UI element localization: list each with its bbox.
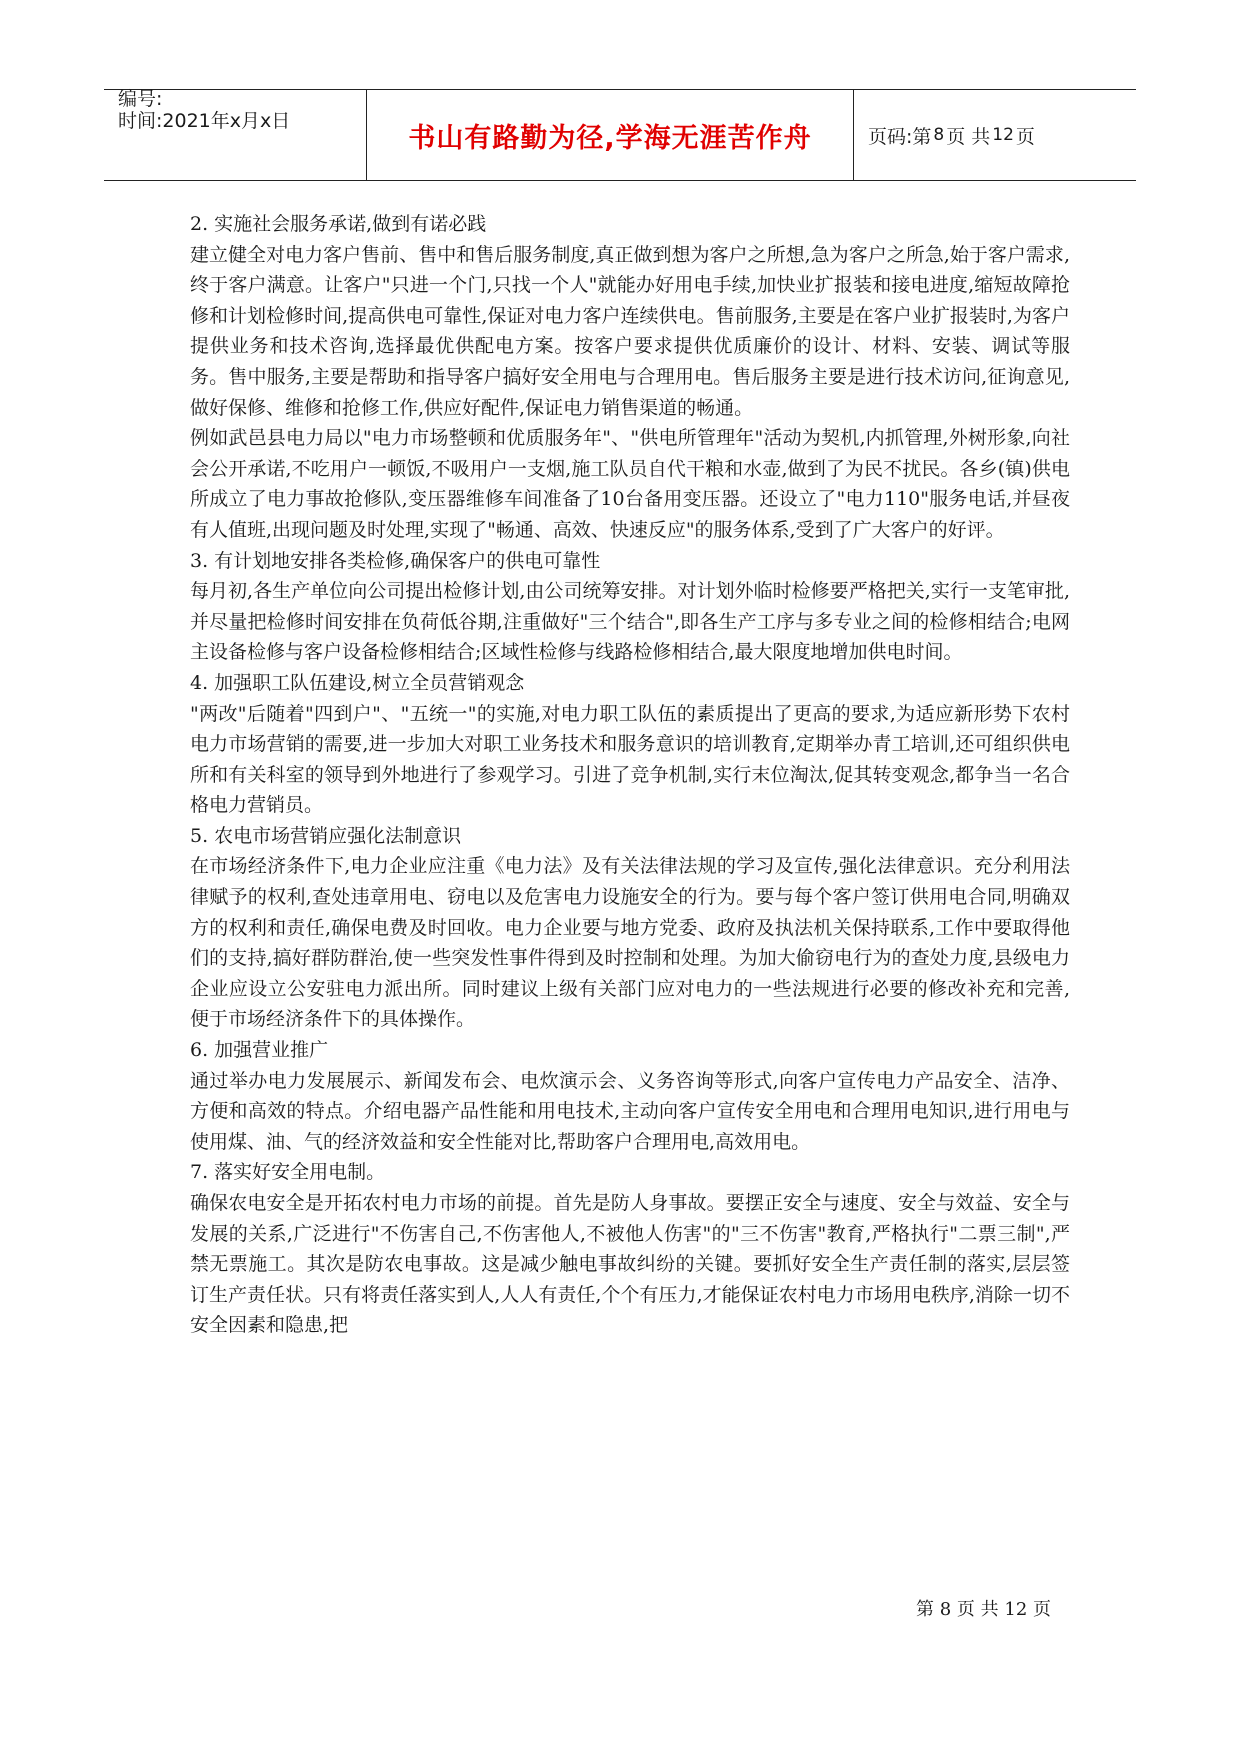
header-info-cell xyxy=(104,90,366,180)
body-paragraph: 在市场经济条件下,电力企业应注重《电力法》及有关法律法规的学习及宣传,强化法律意识。充分利用法律赋予的权利,查处违章用电、窃电以及危害电力设施安全的行为。要与每个客户签订供用电合同,明确双方的权利和责任,确保电费及时回收。电力企业要与地方党委、政府及执法机关保持联系,工作中要取得他们的支持,搞好群防群治,使一些突发性事件得到及时控制和处理。为加大偷窃电行为的查处力度,县级电力企业应设立公安驻电力派出所。同时建议上级有关部门应对电力的一些法规进行必要的修改补充和完善,便于市场经济条件下的具体操作。 xyxy=(190,855,1070,1031)
page-prefix: 页码:第 xyxy=(868,125,932,148)
section-heading: 7. 落实好安全用电制。 xyxy=(190,1161,386,1184)
body-paragraph: 每月初,各生产单位向公司提出检修计划,由公司统筹安排。对计划外临时检修要严格把关,实行一支笔审批,并尽量把检修时间安排在负荷低谷期,注重做好"三个结合",即各生产工序与多专业之间的检修相结合;电网主设备检修与客户设备检修相结合;区域性检修与线路检修相结合,最大限度地增加供电时间。 xyxy=(190,580,1070,664)
body-paragraph: 例如武邑县电力局以"电力市场整顿和优质服务年"、"供电所管理年"活动为契机,内抓管理,外树形象,向社会公开承诺,不吃用户一顿饭,不吸用户一支烟,施工队员自代干粮和水壶,做到了为民不扰民。各乡(镇)供电所成立了电力事故抢修队,变压器维修车间准备了10台备用变压器。还设立了"电力110"服务电话,并昼夜有人值班,出现问题及时处理,实现了"畅通、高效、快速反应"的服务体系,受到了广大客户的好评。 xyxy=(190,427,1070,541)
serial-number-label: 编号: xyxy=(118,88,163,110)
document-body xyxy=(190,209,1070,1341)
body-paragraph: 确保农电安全是开拓农村电力市场的前提。首先是防人身事故。要摆正安全与速度、安全与效益、安全与发展的关系,广泛进行"不伤害自己,不伤害他人,不被他人伤害"的"三不伤害"教育,严格执行"二票三制",严禁无票施工。其次是防农电事故。这是减少触电事故纠纷的关键。要抓好安全生产责任制的落实,层层签订生产责任状。只有将责任落实到人,人人有责任,个个有压力,才能保证农村电力市场用电秩序,消除一切不安全因素和隐患,把 xyxy=(190,1192,1070,1337)
header-page-cell xyxy=(854,90,1136,180)
header-motto-cell xyxy=(366,90,854,180)
page-header xyxy=(104,89,1136,181)
time-label: 时间:2021年x月x日 xyxy=(118,110,291,132)
section-heading: 3. 有计划地安排各类检修,确保客户的供电可靠性 xyxy=(190,549,601,572)
page-total: 12 xyxy=(992,125,1014,145)
page-mid: 页 共 xyxy=(946,125,991,148)
motto-text: 书山有路勤为径,学海无涯苦作舟 xyxy=(408,122,812,154)
body-paragraph: 通过举办电力发展展示、新闻发布会、电炊演示会、义务咨询等形式,向客户宣传电力产品安全、洁净、方便和高效的特点。介绍电器产品性能和用电技术,主动向客户宣传安全用电和合理用电知识,进行用电与使用煤、油、气的经济效益和安全性能对比,帮助客户合理用电,高效用电。 xyxy=(190,1069,1070,1153)
page-footer: 第 8 页 共 12 页 xyxy=(916,1599,1051,1620)
page-suffix: 页 xyxy=(1015,125,1035,148)
section-heading: 6. 加强营业推广 xyxy=(190,1039,329,1062)
section-heading: 2. 实施社会服务承诺,做到有诺必践 xyxy=(190,213,487,235)
page-current: 8 xyxy=(933,125,945,145)
body-paragraph: 建立健全对电力客户售前、售中和售后服务制度,真正做到想为客户之所想,急为客户之所急,始于客户需求,终于客户满意。让客户"只进一个门,只找一个人"就能办好用电手续,加快业扩报装和接电进度,缩短故障抢修和计划检修时间,提高供电可靠性,保证对电力客户连续供电。售前服务,主要是在客户业扩报装时,为客户提供业务和技术咨询,选择最优供配电方案。按客户要求提供优质廉价的设计、材料、安装、调试等服务。售中服务,主要是帮助和指导客户搞好安全用电与合理用电。售后服务主要是进行技术访问,征询意见,做好保修、维修和抢修工作,供应好配件,保证电力销售渠道的畅通。 xyxy=(190,243,1070,419)
section-heading: 4. 加强职工队伍建设,树立全员营销观念 xyxy=(190,671,525,694)
section-heading: 5. 农电市场营销应强化法制意识 xyxy=(190,824,462,847)
body-paragraph: "两改"后随着"四到户"、"五统一"的实施,对电力职工队伍的素质提出了更高的要求,为适应新形势下农村电力市场营销的需要,进一步加大对职工业务技术和服务意识的培训教育,定期举办青工培训,还可组织供电所和有关科室的领导到外地进行了参观学习。引进了竞争机制,实行末位淘汰,促其转变观念,都争当一名合格电力营销员。 xyxy=(190,702,1070,817)
